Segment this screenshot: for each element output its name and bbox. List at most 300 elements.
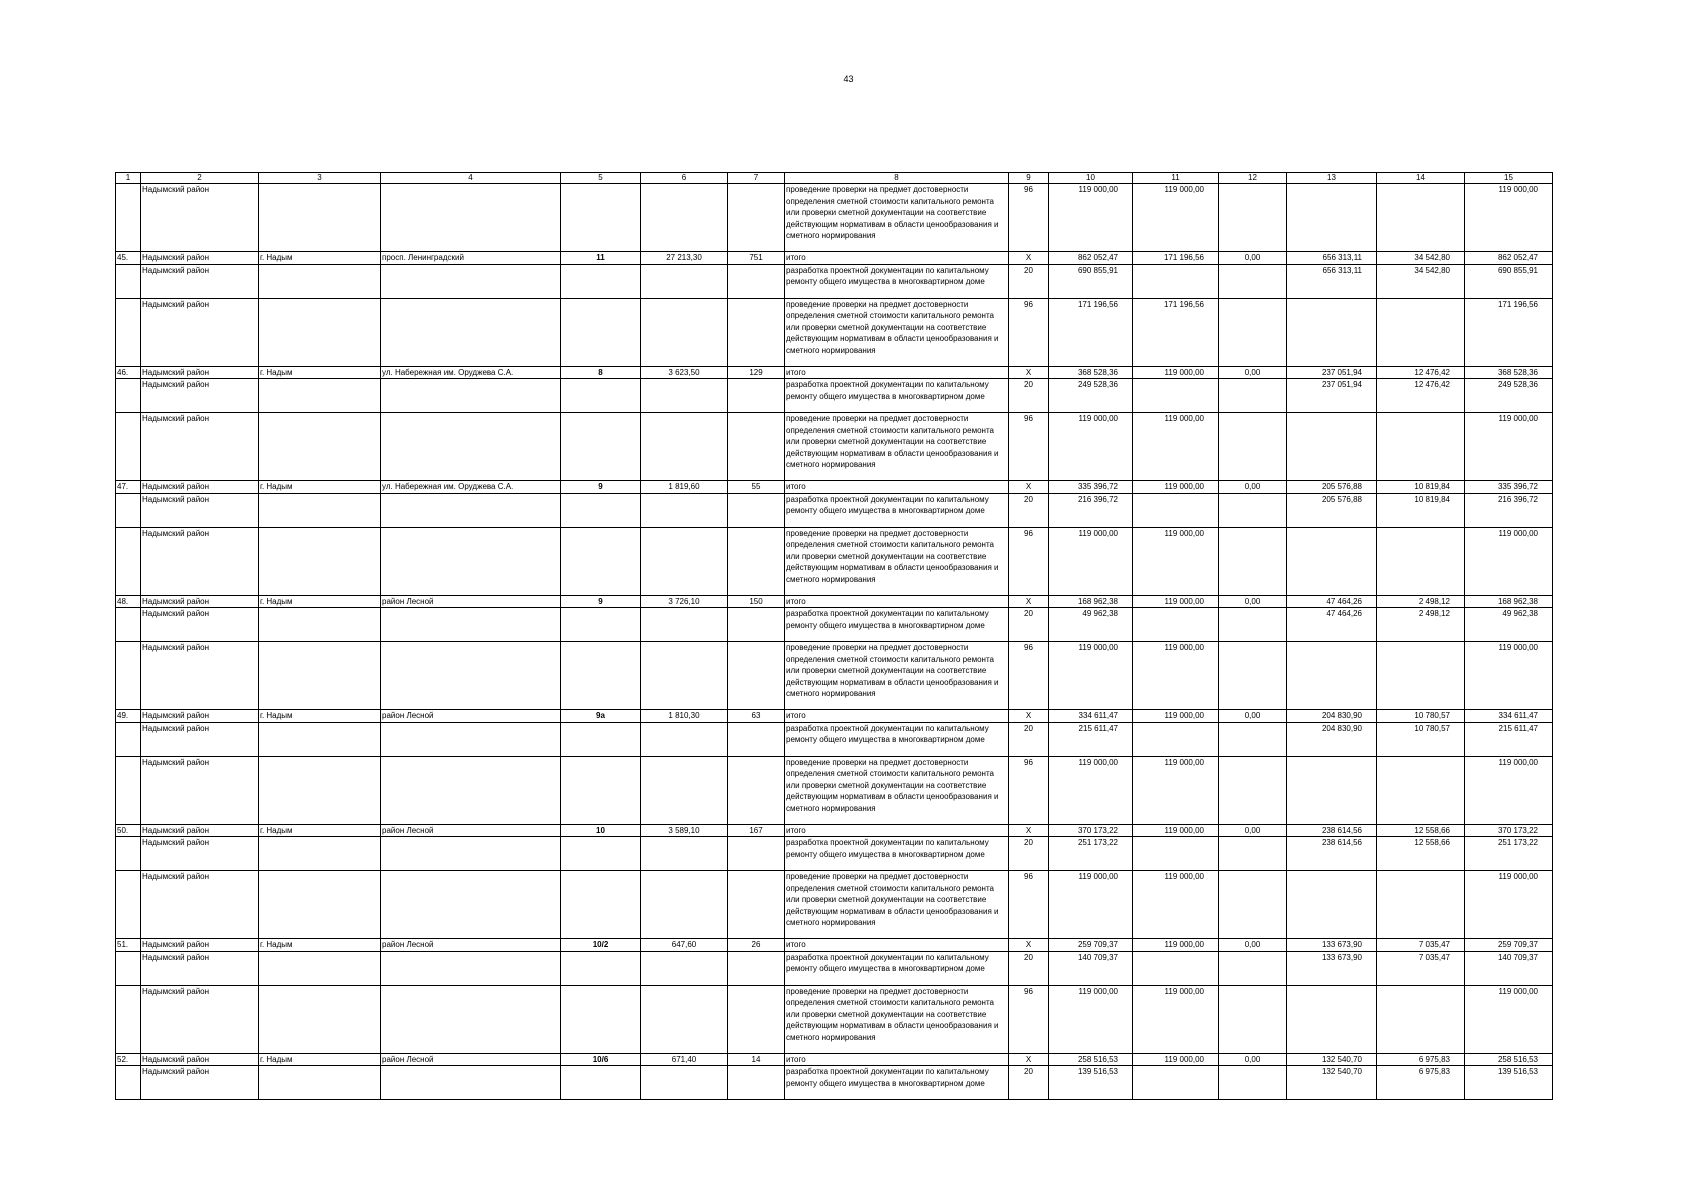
house-cell xyxy=(561,871,641,939)
region-cell: Надымский район xyxy=(141,871,259,939)
table-row xyxy=(116,939,1553,952)
fund-cell-13 xyxy=(1287,413,1377,481)
fund-cell-12 xyxy=(1219,298,1287,366)
street-cell: район Лесной xyxy=(381,939,561,952)
fund-cell-12: 0,00 xyxy=(1219,366,1287,379)
table-row xyxy=(116,252,1553,265)
region-cell: Надымский район xyxy=(141,722,259,756)
table-row xyxy=(116,298,1553,366)
city-cell xyxy=(259,722,381,756)
fund-cell-11: 119 000,00 xyxy=(1133,184,1219,252)
city-cell xyxy=(259,756,381,824)
fund-cell-15: 335 396,72 xyxy=(1465,481,1553,494)
area-cell xyxy=(641,413,728,481)
residents-cell xyxy=(728,184,785,252)
city-cell xyxy=(259,379,381,413)
total-cost-cell: 334 611,47 xyxy=(1049,710,1133,723)
work-type-cell: разработка проектной документации по капитальному ремонту общего имущества в многоквартирном доме xyxy=(785,379,1009,413)
fund-cell-15: 862 052,47 xyxy=(1465,252,1553,265)
city-cell xyxy=(259,608,381,642)
fund-cell-11: 119 000,00 xyxy=(1133,413,1219,481)
fund-cell-11: 119 000,00 xyxy=(1133,985,1219,1053)
house-cell xyxy=(561,1066,641,1100)
fund-cell-11 xyxy=(1133,1066,1219,1100)
total-cost-cell: 335 396,72 xyxy=(1049,481,1133,494)
row-number xyxy=(116,642,141,710)
fund-cell-13: 47 464,26 xyxy=(1287,608,1377,642)
fund-cell-14: 10 780,57 xyxy=(1377,722,1465,756)
city-cell xyxy=(259,837,381,871)
fund-cell-12: 0,00 xyxy=(1219,252,1287,265)
fund-cell-13: 237 051,94 xyxy=(1287,379,1377,413)
residents-cell xyxy=(728,642,785,710)
fund-cell-14: 12 476,42 xyxy=(1377,366,1465,379)
residents-cell xyxy=(728,1066,785,1100)
work-code-cell: 20 xyxy=(1009,722,1049,756)
fund-cell-12 xyxy=(1219,722,1287,756)
table-row xyxy=(116,608,1553,642)
table-row xyxy=(116,985,1553,1053)
row-number xyxy=(116,527,141,595)
work-type-cell: проведение проверки на предмет достоверности определения сметной стоимости капитального ремонта или проверки сметной документации на соответствие действующим нормативам в области ценообразования и сметного нормирования xyxy=(785,413,1009,481)
work-code-cell: 20 xyxy=(1009,493,1049,527)
table-row xyxy=(116,871,1553,939)
fund-cell-15: 249 528,36 xyxy=(1465,379,1553,413)
fund-cell-13 xyxy=(1287,184,1377,252)
city-cell xyxy=(259,951,381,985)
table-row xyxy=(116,642,1553,710)
area-cell: 647,60 xyxy=(641,939,728,952)
total-cost-cell: 119 000,00 xyxy=(1049,527,1133,595)
fund-cell-13: 204 830,90 xyxy=(1287,722,1377,756)
region-cell: Надымский район xyxy=(141,184,259,252)
fund-cell-12 xyxy=(1219,837,1287,871)
region-cell: Надымский район xyxy=(141,824,259,837)
work-code-cell: 20 xyxy=(1009,608,1049,642)
fund-cell-12: 0,00 xyxy=(1219,939,1287,952)
fund-cell-14: 10 780,57 xyxy=(1377,710,1465,723)
row-number xyxy=(116,493,141,527)
fund-cell-15: 368 528,36 xyxy=(1465,366,1553,379)
total-cost-cell: 119 000,00 xyxy=(1049,756,1133,824)
fund-cell-13 xyxy=(1287,871,1377,939)
row-number xyxy=(116,298,141,366)
work-code-cell: 20 xyxy=(1009,264,1049,298)
fund-cell-15: 119 000,00 xyxy=(1465,527,1553,595)
total-cost-cell: 119 000,00 xyxy=(1049,413,1133,481)
fund-cell-11: 119 000,00 xyxy=(1133,710,1219,723)
fund-cell-13 xyxy=(1287,642,1377,710)
fund-cell-14: 34 542,80 xyxy=(1377,252,1465,265)
city-cell: г. Надым xyxy=(259,939,381,952)
column-header-12: 12 xyxy=(1219,173,1287,184)
table-row xyxy=(116,184,1553,252)
table-row xyxy=(116,595,1553,608)
region-cell: Надымский район xyxy=(141,1066,259,1100)
fund-cell-13: 656 313,11 xyxy=(1287,252,1377,265)
total-cost-cell: 258 516,53 xyxy=(1049,1053,1133,1066)
fund-cell-14 xyxy=(1377,756,1465,824)
residents-cell xyxy=(728,608,785,642)
residents-cell xyxy=(728,493,785,527)
fund-cell-14: 6 975,83 xyxy=(1377,1066,1465,1100)
table-row xyxy=(116,264,1553,298)
work-code-cell: X xyxy=(1009,595,1049,608)
street-cell xyxy=(381,985,561,1053)
fund-cell-12 xyxy=(1219,951,1287,985)
fund-cell-13 xyxy=(1287,756,1377,824)
fund-cell-15: 119 000,00 xyxy=(1465,871,1553,939)
work-code-cell: X xyxy=(1009,1053,1049,1066)
fund-cell-13: 205 576,88 xyxy=(1287,493,1377,527)
total-cost-cell: 370 173,22 xyxy=(1049,824,1133,837)
work-type-cell: разработка проектной документации по капитальному ремонту общего имущества в многоквартирном доме xyxy=(785,1066,1009,1100)
work-code-cell: 96 xyxy=(1009,985,1049,1053)
row-number: 50. xyxy=(116,824,141,837)
work-type-cell: проведение проверки на предмет достоверности определения сметной стоимости капитального ремонта или проверки сметной документации на соответствие действующим нормативам в области ценообразования и сметного нормирования xyxy=(785,871,1009,939)
work-code-cell: X xyxy=(1009,366,1049,379)
row-number: 47. xyxy=(116,481,141,494)
fund-cell-13: 47 464,26 xyxy=(1287,595,1377,608)
row-number xyxy=(116,184,141,252)
fund-cell-14: 10 819,84 xyxy=(1377,493,1465,527)
area-cell xyxy=(641,264,728,298)
city-cell xyxy=(259,298,381,366)
row-number xyxy=(116,951,141,985)
fund-cell-15: 216 396,72 xyxy=(1465,493,1553,527)
house-cell xyxy=(561,298,641,366)
fund-cell-11: 119 000,00 xyxy=(1133,366,1219,379)
fund-cell-14: 2 498,12 xyxy=(1377,608,1465,642)
street-cell xyxy=(381,264,561,298)
fund-cell-11: 119 000,00 xyxy=(1133,481,1219,494)
residents-cell: 55 xyxy=(728,481,785,494)
fund-cell-13: 237 051,94 xyxy=(1287,366,1377,379)
fund-cell-15: 370 173,22 xyxy=(1465,824,1553,837)
work-type-cell: разработка проектной документации по капитальному ремонту общего имущества в многоквартирном доме xyxy=(785,951,1009,985)
region-cell: Надымский район xyxy=(141,264,259,298)
work-code-cell: 96 xyxy=(1009,642,1049,710)
fund-cell-15: 140 709,37 xyxy=(1465,951,1553,985)
region-cell: Надымский район xyxy=(141,710,259,723)
house-cell: 9 xyxy=(561,595,641,608)
residents-cell xyxy=(728,871,785,939)
area-cell xyxy=(641,298,728,366)
total-cost-cell: 119 000,00 xyxy=(1049,871,1133,939)
table-row xyxy=(116,366,1553,379)
table-row xyxy=(116,1066,1553,1100)
residents-cell: 63 xyxy=(728,710,785,723)
fund-cell-14: 12 558,66 xyxy=(1377,837,1465,871)
total-cost-cell: 216 396,72 xyxy=(1049,493,1133,527)
city-cell: г. Надым xyxy=(259,481,381,494)
column-header-14: 14 xyxy=(1377,173,1465,184)
fund-cell-15: 49 962,38 xyxy=(1465,608,1553,642)
row-number xyxy=(116,264,141,298)
total-cost-cell: 862 052,47 xyxy=(1049,252,1133,265)
row-number xyxy=(116,1066,141,1100)
fund-cell-11: 171 196,56 xyxy=(1133,298,1219,366)
city-cell xyxy=(259,493,381,527)
row-number xyxy=(116,871,141,939)
table-row xyxy=(116,710,1553,723)
fund-cell-12 xyxy=(1219,756,1287,824)
column-header-9: 9 xyxy=(1009,173,1049,184)
area-cell xyxy=(641,871,728,939)
house-cell: 9 xyxy=(561,481,641,494)
region-cell: Надымский район xyxy=(141,595,259,608)
work-code-cell: 96 xyxy=(1009,413,1049,481)
street-cell xyxy=(381,608,561,642)
fund-cell-12 xyxy=(1219,413,1287,481)
work-type-cell: проведение проверки на предмет достоверности определения сметной стоимости капитального ремонта или проверки сметной документации на соответствие действующим нормативам в области ценообразования и сметного нормирования xyxy=(785,184,1009,252)
work-type-cell: итого xyxy=(785,710,1009,723)
fund-cell-14: 10 819,84 xyxy=(1377,481,1465,494)
region-cell: Надымский район xyxy=(141,379,259,413)
region-cell: Надымский район xyxy=(141,252,259,265)
fund-cell-13 xyxy=(1287,298,1377,366)
fund-cell-12: 0,00 xyxy=(1219,481,1287,494)
total-cost-cell: 215 611,47 xyxy=(1049,722,1133,756)
residents-cell: 14 xyxy=(728,1053,785,1066)
fund-cell-12 xyxy=(1219,493,1287,527)
fund-cell-11 xyxy=(1133,493,1219,527)
area-cell: 671,40 xyxy=(641,1053,728,1066)
street-cell xyxy=(381,951,561,985)
street-cell xyxy=(381,871,561,939)
fund-cell-15: 334 611,47 xyxy=(1465,710,1553,723)
area-cell xyxy=(641,527,728,595)
fund-cell-15: 119 000,00 xyxy=(1465,413,1553,481)
fund-cell-12 xyxy=(1219,1066,1287,1100)
row-number: 49. xyxy=(116,710,141,723)
work-type-cell: проведение проверки на предмет достоверности определения сметной стоимости капитального ремонта или проверки сметной документации на соответствие действующим нормативам в области ценообразования и сметного нормирования xyxy=(785,527,1009,595)
fund-cell-11: 119 000,00 xyxy=(1133,527,1219,595)
work-code-cell: 20 xyxy=(1009,951,1049,985)
street-cell xyxy=(381,642,561,710)
street-cell: ул. Набережная им. Оруджева С.А. xyxy=(381,481,561,494)
city-cell: г. Надым xyxy=(259,1053,381,1066)
work-type-cell: проведение проверки на предмет достоверности определения сметной стоимости капитального ремонта или проверки сметной документации на соответствие действующим нормативам в области ценообразования и сметного нормирования xyxy=(785,642,1009,710)
house-cell xyxy=(561,493,641,527)
table-row xyxy=(116,413,1553,481)
column-header-3: 3 xyxy=(259,173,381,184)
fund-cell-14: 12 476,42 xyxy=(1377,379,1465,413)
house-cell: 8 xyxy=(561,366,641,379)
area-cell xyxy=(641,722,728,756)
residents-cell xyxy=(728,951,785,985)
residents-cell xyxy=(728,527,785,595)
fund-cell-14: 7 035,47 xyxy=(1377,951,1465,985)
street-cell: район Лесной xyxy=(381,1053,561,1066)
work-type-cell: итого xyxy=(785,481,1009,494)
area-cell xyxy=(641,184,728,252)
fund-cell-13: 204 830,90 xyxy=(1287,710,1377,723)
house-cell xyxy=(561,608,641,642)
house-cell: 9а xyxy=(561,710,641,723)
house-cell xyxy=(561,379,641,413)
total-cost-cell: 168 962,38 xyxy=(1049,595,1133,608)
total-cost-cell: 139 516,53 xyxy=(1049,1066,1133,1100)
fund-cell-14 xyxy=(1377,527,1465,595)
column-header-2: 2 xyxy=(141,173,259,184)
fund-cell-11 xyxy=(1133,608,1219,642)
fund-cell-14: 12 558,66 xyxy=(1377,824,1465,837)
region-cell: Надымский район xyxy=(141,985,259,1053)
residents-cell xyxy=(728,298,785,366)
region-cell: Надымский район xyxy=(141,493,259,527)
residents-cell: 751 xyxy=(728,252,785,265)
residents-cell xyxy=(728,264,785,298)
column-header-8: 8 xyxy=(785,173,1009,184)
work-type-cell: итого xyxy=(785,595,1009,608)
table-row xyxy=(116,756,1553,824)
fund-cell-11: 119 000,00 xyxy=(1133,595,1219,608)
fund-cell-11: 119 000,00 xyxy=(1133,1053,1219,1066)
table-row xyxy=(116,837,1553,871)
fund-cell-13: 133 673,90 xyxy=(1287,951,1377,985)
house-cell: 10/6 xyxy=(561,1053,641,1066)
residents-cell xyxy=(728,837,785,871)
region-cell: Надымский район xyxy=(141,756,259,824)
fund-cell-11: 119 000,00 xyxy=(1133,871,1219,939)
city-cell xyxy=(259,264,381,298)
fund-cell-12: 0,00 xyxy=(1219,824,1287,837)
column-header-6: 6 xyxy=(641,173,728,184)
row-number: 46. xyxy=(116,366,141,379)
residents-cell: 26 xyxy=(728,939,785,952)
residents-cell xyxy=(728,722,785,756)
row-number xyxy=(116,722,141,756)
table-row xyxy=(116,493,1553,527)
area-cell: 3 589,10 xyxy=(641,824,728,837)
street-cell xyxy=(381,756,561,824)
fund-cell-11: 119 000,00 xyxy=(1133,939,1219,952)
row-number: 48. xyxy=(116,595,141,608)
city-cell: г. Надым xyxy=(259,824,381,837)
repair-schedule-table xyxy=(115,172,1553,1100)
row-number xyxy=(116,985,141,1053)
work-type-cell: разработка проектной документации по капитальному ремонту общего имущества в многоквартирном доме xyxy=(785,608,1009,642)
fund-cell-15: 215 611,47 xyxy=(1465,722,1553,756)
fund-cell-11 xyxy=(1133,264,1219,298)
house-cell xyxy=(561,642,641,710)
work-code-cell: 96 xyxy=(1009,298,1049,366)
column-header-5: 5 xyxy=(561,173,641,184)
street-cell xyxy=(381,379,561,413)
work-type-cell: итого xyxy=(785,1053,1009,1066)
table-row xyxy=(116,824,1553,837)
house-cell xyxy=(561,756,641,824)
work-code-cell: 96 xyxy=(1009,756,1049,824)
work-code-cell: 20 xyxy=(1009,379,1049,413)
fund-cell-14: 34 542,80 xyxy=(1377,264,1465,298)
fund-cell-13: 656 313,11 xyxy=(1287,264,1377,298)
work-type-cell: разработка проектной документации по капитальному ремонту общего имущества в многоквартирном доме xyxy=(785,264,1009,298)
fund-cell-12: 0,00 xyxy=(1219,710,1287,723)
house-cell xyxy=(561,413,641,481)
fund-cell-14 xyxy=(1377,298,1465,366)
house-cell xyxy=(561,951,641,985)
city-cell xyxy=(259,871,381,939)
fund-cell-12 xyxy=(1219,184,1287,252)
total-cost-cell: 249 528,36 xyxy=(1049,379,1133,413)
fund-cell-15: 119 000,00 xyxy=(1465,184,1553,252)
total-cost-cell: 49 962,38 xyxy=(1049,608,1133,642)
fund-cell-15: 119 000,00 xyxy=(1465,642,1553,710)
work-type-cell: итого xyxy=(785,939,1009,952)
residents-cell xyxy=(728,985,785,1053)
table-row xyxy=(116,722,1553,756)
row-number: 45. xyxy=(116,252,141,265)
area-cell: 3 623,50 xyxy=(641,366,728,379)
area-cell xyxy=(641,493,728,527)
column-header-4: 4 xyxy=(381,173,561,184)
city-cell: г. Надым xyxy=(259,252,381,265)
row-number xyxy=(116,379,141,413)
house-cell xyxy=(561,722,641,756)
street-cell xyxy=(381,1066,561,1100)
residents-cell: 129 xyxy=(728,366,785,379)
work-type-cell: проведение проверки на предмет достоверности определения сметной стоимости капитального ремонта или проверки сметной документации на соответствие действующим нормативам в области ценообразования и сметного нормирования xyxy=(785,298,1009,366)
total-cost-cell: 171 196,56 xyxy=(1049,298,1133,366)
fund-cell-15: 119 000,00 xyxy=(1465,985,1553,1053)
fund-cell-12 xyxy=(1219,379,1287,413)
fund-cell-15: 690 855,91 xyxy=(1465,264,1553,298)
work-type-cell: разработка проектной документации по капитальному ремонту общего имущества в многоквартирном доме xyxy=(785,722,1009,756)
fund-cell-12 xyxy=(1219,985,1287,1053)
region-cell: Надымский район xyxy=(141,366,259,379)
column-number-row xyxy=(116,173,1553,184)
fund-cell-11: 119 000,00 xyxy=(1133,756,1219,824)
city-cell: г. Надым xyxy=(259,595,381,608)
fund-cell-14: 2 498,12 xyxy=(1377,595,1465,608)
fund-cell-15: 139 516,53 xyxy=(1465,1066,1553,1100)
region-cell: Надымский район xyxy=(141,939,259,952)
region-cell: Надымский район xyxy=(141,951,259,985)
row-number: 52. xyxy=(116,1053,141,1066)
region-cell: Надымский район xyxy=(141,1053,259,1066)
work-type-cell: проведение проверки на предмет достоверности определения сметной стоимости капитального ремонта или проверки сметной документации на соответствие действующим нормативам в области ценообразования и сметного нормирования xyxy=(785,985,1009,1053)
city-cell xyxy=(259,184,381,252)
work-type-cell: итого xyxy=(785,824,1009,837)
fund-cell-13: 205 576,88 xyxy=(1287,481,1377,494)
residents-cell: 167 xyxy=(728,824,785,837)
row-number xyxy=(116,608,141,642)
total-cost-cell: 368 528,36 xyxy=(1049,366,1133,379)
table-body xyxy=(116,173,1553,1100)
fund-cell-12: 0,00 xyxy=(1219,595,1287,608)
fund-cell-15: 168 962,38 xyxy=(1465,595,1553,608)
work-type-cell: итого xyxy=(785,252,1009,265)
house-cell xyxy=(561,264,641,298)
fund-cell-13: 238 614,56 xyxy=(1287,824,1377,837)
street-cell xyxy=(381,493,561,527)
fund-cell-14 xyxy=(1377,184,1465,252)
house-cell: 11 xyxy=(561,252,641,265)
total-cost-cell: 690 855,91 xyxy=(1049,264,1133,298)
region-cell: Надымский район xyxy=(141,837,259,871)
region-cell: Надымский район xyxy=(141,413,259,481)
work-code-cell: X xyxy=(1009,252,1049,265)
fund-cell-11 xyxy=(1133,951,1219,985)
total-cost-cell: 119 000,00 xyxy=(1049,184,1133,252)
work-type-cell: проведение проверки на предмет достоверности определения сметной стоимости капитального ремонта или проверки сметной документации на соответствие действующим нормативам в области ценообразования и сметного нормирования xyxy=(785,756,1009,824)
area-cell: 27 213,30 xyxy=(641,252,728,265)
fund-cell-11 xyxy=(1133,837,1219,871)
street-cell xyxy=(381,837,561,871)
street-cell xyxy=(381,184,561,252)
